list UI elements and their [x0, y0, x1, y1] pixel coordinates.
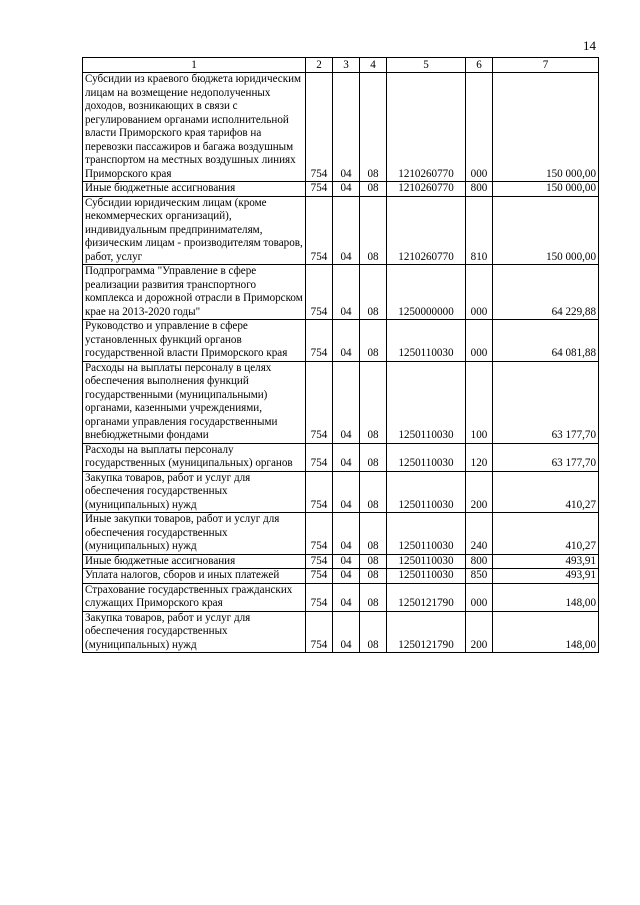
row-code-type: 800	[466, 554, 493, 569]
row-name: Субсидии из краевого бюджета юридическим лицам на возмещение недополученных доходов, возникающих в связи с регулированием органами исполнительной власти Приморского края тарифов на перевозки пассажиров и багажа воздушным транспортом на местных воздушных линиях Приморского края	[83, 73, 306, 182]
row-code-section: 04	[333, 265, 360, 320]
table-row	[83, 611, 599, 653]
header-row	[83, 58, 599, 73]
row-code-type: 200	[466, 611, 493, 653]
row-amount: 63 177,70	[493, 443, 599, 471]
row-code-target: 1250121790	[387, 611, 466, 653]
row-code-ministry: 754	[306, 265, 333, 320]
row-amount: 148,00	[493, 583, 599, 611]
row-code-ministry: 754	[306, 182, 333, 197]
row-amount: 64 229,88	[493, 265, 599, 320]
row-code-target: 1210260770	[387, 182, 466, 197]
row-amount: 493,91	[493, 554, 599, 569]
row-code-section: 04	[333, 443, 360, 471]
row-code-type: 000	[466, 583, 493, 611]
table-row	[83, 443, 599, 471]
row-code-type: 000	[466, 265, 493, 320]
row-code-section: 04	[333, 73, 360, 182]
row-code-ministry: 754	[306, 513, 333, 555]
row-amount: 148,00	[493, 611, 599, 653]
row-name: Уплата налогов, сборов и иных платежей	[83, 569, 306, 584]
row-name: Страхование государственных гражданских служащих Приморского края	[83, 583, 306, 611]
row-code-type: 100	[466, 361, 493, 443]
row-code-ministry: 754	[306, 583, 333, 611]
row-code-type: 000	[466, 320, 493, 362]
header-col-5: 5	[387, 58, 466, 73]
row-code-section: 04	[333, 361, 360, 443]
row-code-subsection: 08	[360, 583, 387, 611]
row-code-subsection: 08	[360, 569, 387, 584]
table-row	[83, 182, 599, 197]
row-code-subsection: 08	[360, 265, 387, 320]
row-code-ministry: 754	[306, 611, 333, 653]
row-amount: 410,27	[493, 513, 599, 555]
row-name: Субсидии юридическим лицам (кроме некоммерческих организаций), индивидуальным предпринимателям, физическим лицам - производителям товаров, работ, услуг	[83, 196, 306, 265]
row-code-target: 1210260770	[387, 196, 466, 265]
row-code-target: 1250110030	[387, 361, 466, 443]
row-amount: 410,27	[493, 471, 599, 513]
table-row	[83, 73, 599, 182]
table-row	[83, 513, 599, 555]
row-name: Иные бюджетные ассигнования	[83, 182, 306, 197]
table-row	[83, 361, 599, 443]
row-code-ministry: 754	[306, 471, 333, 513]
row-code-subsection: 08	[360, 320, 387, 362]
row-code-section: 04	[333, 554, 360, 569]
row-name: Руководство и управление в сфере установленных функций органов государственной власти Приморского края	[83, 320, 306, 362]
header-col-4: 4	[360, 58, 387, 73]
row-code-type: 800	[466, 182, 493, 197]
row-name: Иные закупки товаров, работ и услуг для обеспечения государственных (муниципальных) нужд	[83, 513, 306, 555]
row-code-ministry: 754	[306, 196, 333, 265]
row-code-target: 1250110030	[387, 443, 466, 471]
row-code-type: 200	[466, 471, 493, 513]
row-code-subsection: 08	[360, 73, 387, 182]
row-name: Закупка товаров, работ и услуг для обеспечения государственных (муниципальных) нужд	[83, 471, 306, 513]
row-code-type: 000	[466, 73, 493, 182]
row-name: Расходы на выплаты персоналу в целях обеспечения выполнения функций государственными (муниципальными) органами, казенными учреждениями, органами управления государственными внебюджетными фондами	[83, 361, 306, 443]
row-code-section: 04	[333, 182, 360, 197]
row-name: Расходы на выплаты персоналу государственных (муниципальных) органов	[83, 443, 306, 471]
row-amount: 64 081,88	[493, 320, 599, 362]
row-code-target: 1250121790	[387, 583, 466, 611]
row-code-section: 04	[333, 196, 360, 265]
row-code-target: 1250110030	[387, 320, 466, 362]
row-code-section: 04	[333, 320, 360, 362]
row-code-ministry: 754	[306, 73, 333, 182]
row-code-section: 04	[333, 569, 360, 584]
header-col-1: 1	[83, 58, 306, 73]
row-code-ministry: 754	[306, 320, 333, 362]
row-amount: 63 177,70	[493, 361, 599, 443]
header-col-7: 7	[493, 58, 599, 73]
table-row	[83, 569, 599, 584]
header-col-3: 3	[333, 58, 360, 73]
table-row	[83, 196, 599, 265]
row-code-subsection: 08	[360, 611, 387, 653]
row-code-ministry: 754	[306, 554, 333, 569]
row-code-subsection: 08	[360, 513, 387, 555]
row-amount: 150 000,00	[493, 182, 599, 197]
row-code-subsection: 08	[360, 182, 387, 197]
row-code-ministry: 754	[306, 569, 333, 584]
row-code-type: 810	[466, 196, 493, 265]
table-row	[83, 583, 599, 611]
table-row	[83, 471, 599, 513]
row-amount: 150 000,00	[493, 196, 599, 265]
table-row	[83, 554, 599, 569]
row-code-ministry: 754	[306, 361, 333, 443]
row-amount: 150 000,00	[493, 73, 599, 182]
row-code-subsection: 08	[360, 443, 387, 471]
row-code-ministry: 754	[306, 443, 333, 471]
row-code-subsection: 08	[360, 471, 387, 513]
row-amount: 493,91	[493, 569, 599, 584]
table-row	[83, 265, 599, 320]
header-col-2: 2	[306, 58, 333, 73]
row-code-section: 04	[333, 611, 360, 653]
row-code-subsection: 08	[360, 554, 387, 569]
budget-table	[82, 57, 599, 653]
row-code-target: 1250110030	[387, 569, 466, 584]
row-code-target: 1250110030	[387, 513, 466, 555]
table-row	[83, 320, 599, 362]
row-code-type: 240	[466, 513, 493, 555]
row-code-section: 04	[333, 583, 360, 611]
row-code-section: 04	[333, 471, 360, 513]
row-name: Подпрограмма "Управление в сфере реализации развития транспортного комплекса и дорожной отрасли в Приморском крае на 2013-2020 годы"	[83, 265, 306, 320]
row-name: Закупка товаров, работ и услуг для обеспечения государственных (муниципальных) нужд	[83, 611, 306, 653]
row-code-target: 1210260770	[387, 73, 466, 182]
header-col-6: 6	[466, 58, 493, 73]
row-code-subsection: 08	[360, 196, 387, 265]
row-code-target: 1250110030	[387, 471, 466, 513]
row-code-type: 850	[466, 569, 493, 584]
row-code-target: 1250110030	[387, 554, 466, 569]
row-name: Иные бюджетные ассигнования	[83, 554, 306, 569]
row-code-type: 120	[466, 443, 493, 471]
row-code-section: 04	[333, 513, 360, 555]
row-code-subsection: 08	[360, 361, 387, 443]
row-code-target: 1250000000	[387, 265, 466, 320]
page-number: 14	[583, 38, 596, 53]
